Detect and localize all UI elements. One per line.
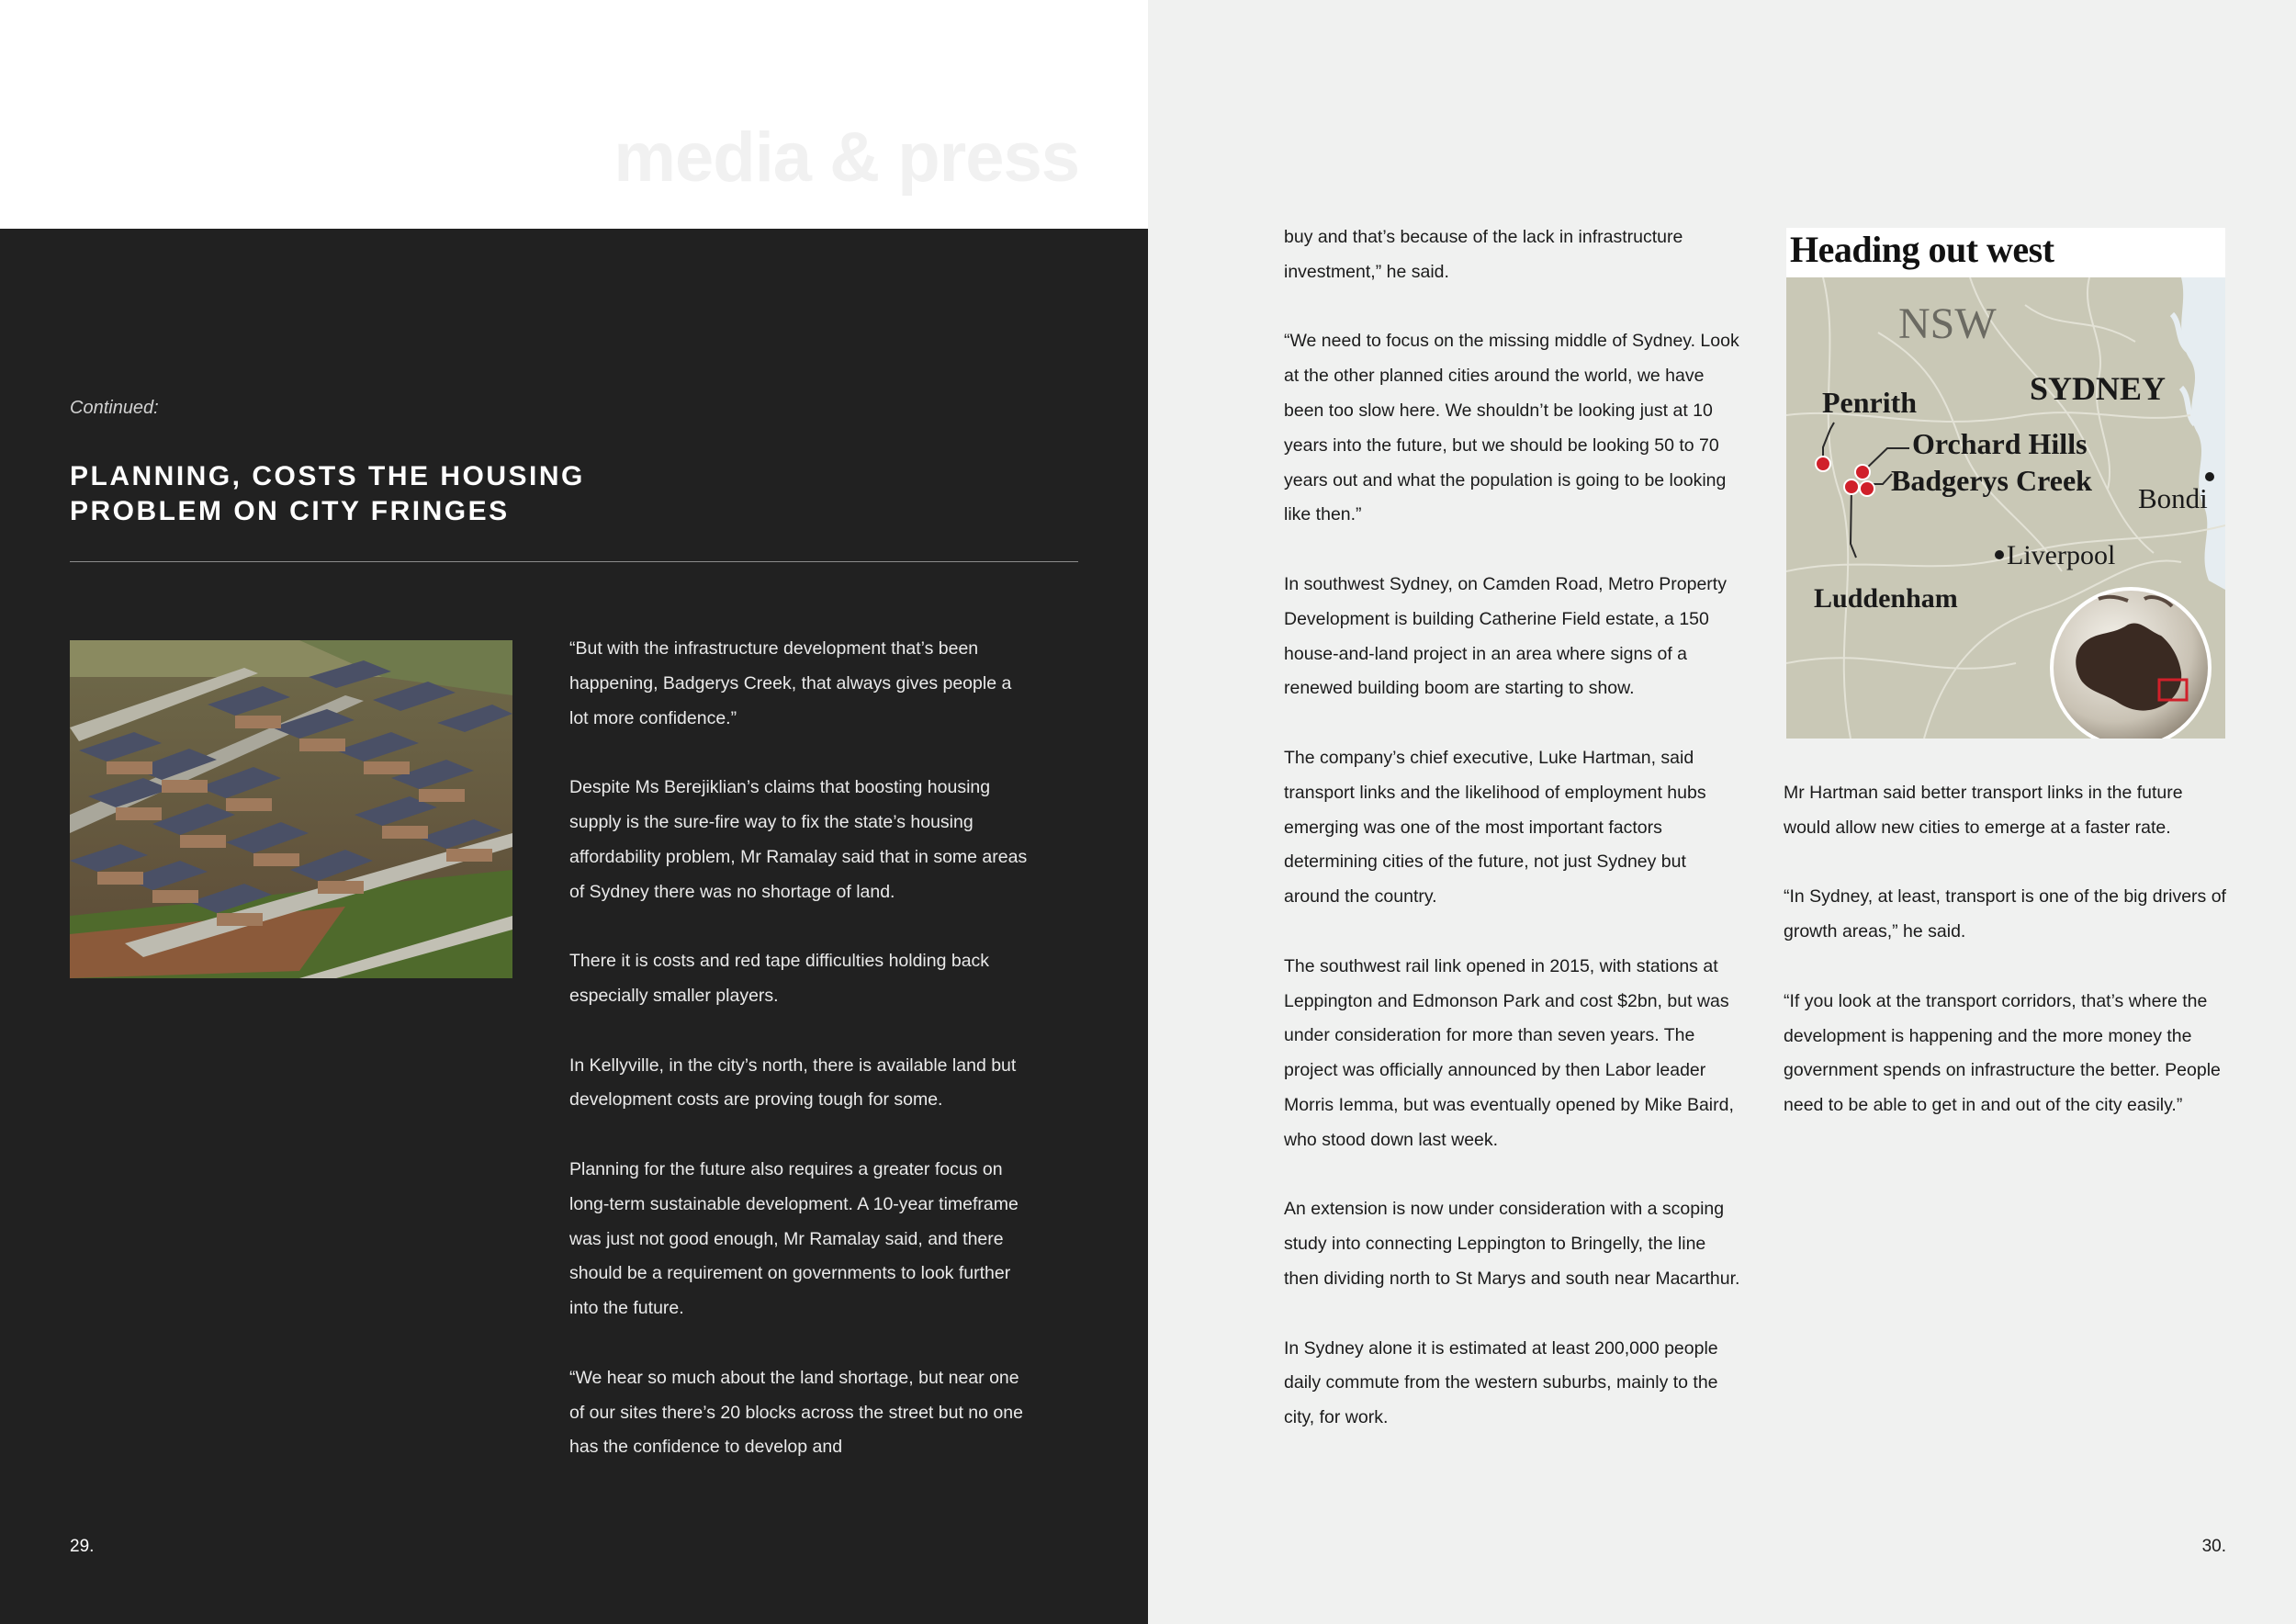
housing-estate-photo	[70, 640, 512, 978]
map-label-badgerys-creek: Badgerys Creek	[1891, 464, 2092, 497]
map-title: Heading out west	[1790, 229, 2054, 270]
left-page-header	[0, 0, 1148, 229]
paragraph: An extension is now under consideration with a scoping study into connecting Leppington to Bringelly, the line then dividing north to St Marys and south near Macarthur.	[1284, 1199, 1740, 1289]
right-article-column-2	[1784, 776, 2234, 1158]
map-label-sydney: SYDNEY	[2030, 370, 2167, 407]
paragraph: “But with the infrastructure development that’s been happening, Badgerys Creek, that always gives people a lot more confidence.”	[569, 638, 1012, 728]
section-heading: media & press	[613, 118, 1079, 197]
paragraph: Despite Ms Berejiklian’s claims that boosting housing supply is the sure-fire way to fix the state’s housing affordability problem, Mr Ramalay said that in some areas of Sydney there was no shortage of land.	[569, 777, 1028, 902]
paragraph: The company’s chief executive, Luke Hartman, said transport links and the likelihood of employment hubs emerging was one of the most important factors determining cities of the future, not just Sydney but around the country.	[1284, 747, 1706, 908]
map-label-liverpool: Liverpool	[2007, 540, 2116, 570]
paragraph: In Sydney alone it is estimated at least 200,000 people daily commute from the western suburbs, mainly to the city, for work.	[1284, 1337, 1718, 1428]
paragraph: “We hear so much about the land shortage, but near one of our sites there’s 20 blocks across the street but no one has the confidence to develop and	[569, 1367, 1023, 1458]
page-number: 30.	[2201, 1537, 2226, 1556]
map-label-luddenham: Luddenham	[1814, 583, 1958, 614]
article-title: PLANNING, COSTS THE HOUSING PROBLEM ON CITY FRINGES	[70, 461, 585, 526]
paragraph: There it is costs and red tape difficulties holding back especially smaller players.	[569, 951, 990, 1006]
title-divider	[70, 561, 1078, 562]
map-label-nsw: NSW	[1898, 299, 1997, 348]
paragraph: “If you look at the transport corridors, that’s where the development is happening and the more money the government spends on infrastructure the better. People need to be able to get in and out of the city easily.”	[1784, 990, 2221, 1116]
right-page	[1148, 0, 2296, 1624]
paragraph: Planning for the future also requires a greater focus on long-term sustainable development. A 10-year timeframe was just not good enough, Mr Ramalay said, and there should be a requirement on governments to look further into the future.	[569, 1158, 1019, 1319]
map-graphic	[1786, 277, 2225, 739]
paragraph: “We need to focus on the missing middle of Sydney. Look at the other planned cities around the world, we have been too slow here. We shouldn’t be looking just at 10 years into the future, but we should be looking 50 to 70 years out and what the population is going to be looking like then.”	[1284, 331, 1739, 525]
sydney-map-figure	[1786, 228, 2225, 739]
paragraph: In southwest Sydney, on Camden Road, Metro Property Development is building Catherine Field estate, a 150 house-and-land project in an area where signs of a renewed building boom are starting to show.	[1284, 573, 1727, 699]
left-article-body	[569, 632, 1029, 1500]
map-label-penrith: Penrith	[1822, 386, 1918, 419]
paragraph: buy and that’s because of the lack in infrastructure investment,” he said.	[1284, 227, 1683, 282]
paragraph: “In Sydney, at least, transport is one of the big drivers of growth areas,” he said.	[1784, 886, 2226, 942]
page-number: 29.	[70, 1537, 95, 1556]
paragraph: Mr Hartman said better transport links in the future would allow new cities to emerge at a faster rate.	[1784, 783, 2183, 838]
continued-label: Continued:	[70, 398, 159, 418]
map-label-orchard-hills: Orchard Hills	[1912, 427, 2088, 460]
paragraph: In Kellyville, in the city’s north, there is available land but development costs are proving tough for some.	[569, 1054, 1017, 1111]
right-article-column-1	[1284, 220, 1743, 1471]
paragraph: The southwest rail link opened in 2015, with stations at Leppington and Edmonson Park and cost $2bn, but was under consideration for more than seven years. The project was officially announced by then Labor leader Morris Iemma, but was eventually opened by Mike Baird, who stood down last week.	[1284, 955, 1734, 1150]
map-label-bondi: Bondi	[2138, 482, 2208, 514]
